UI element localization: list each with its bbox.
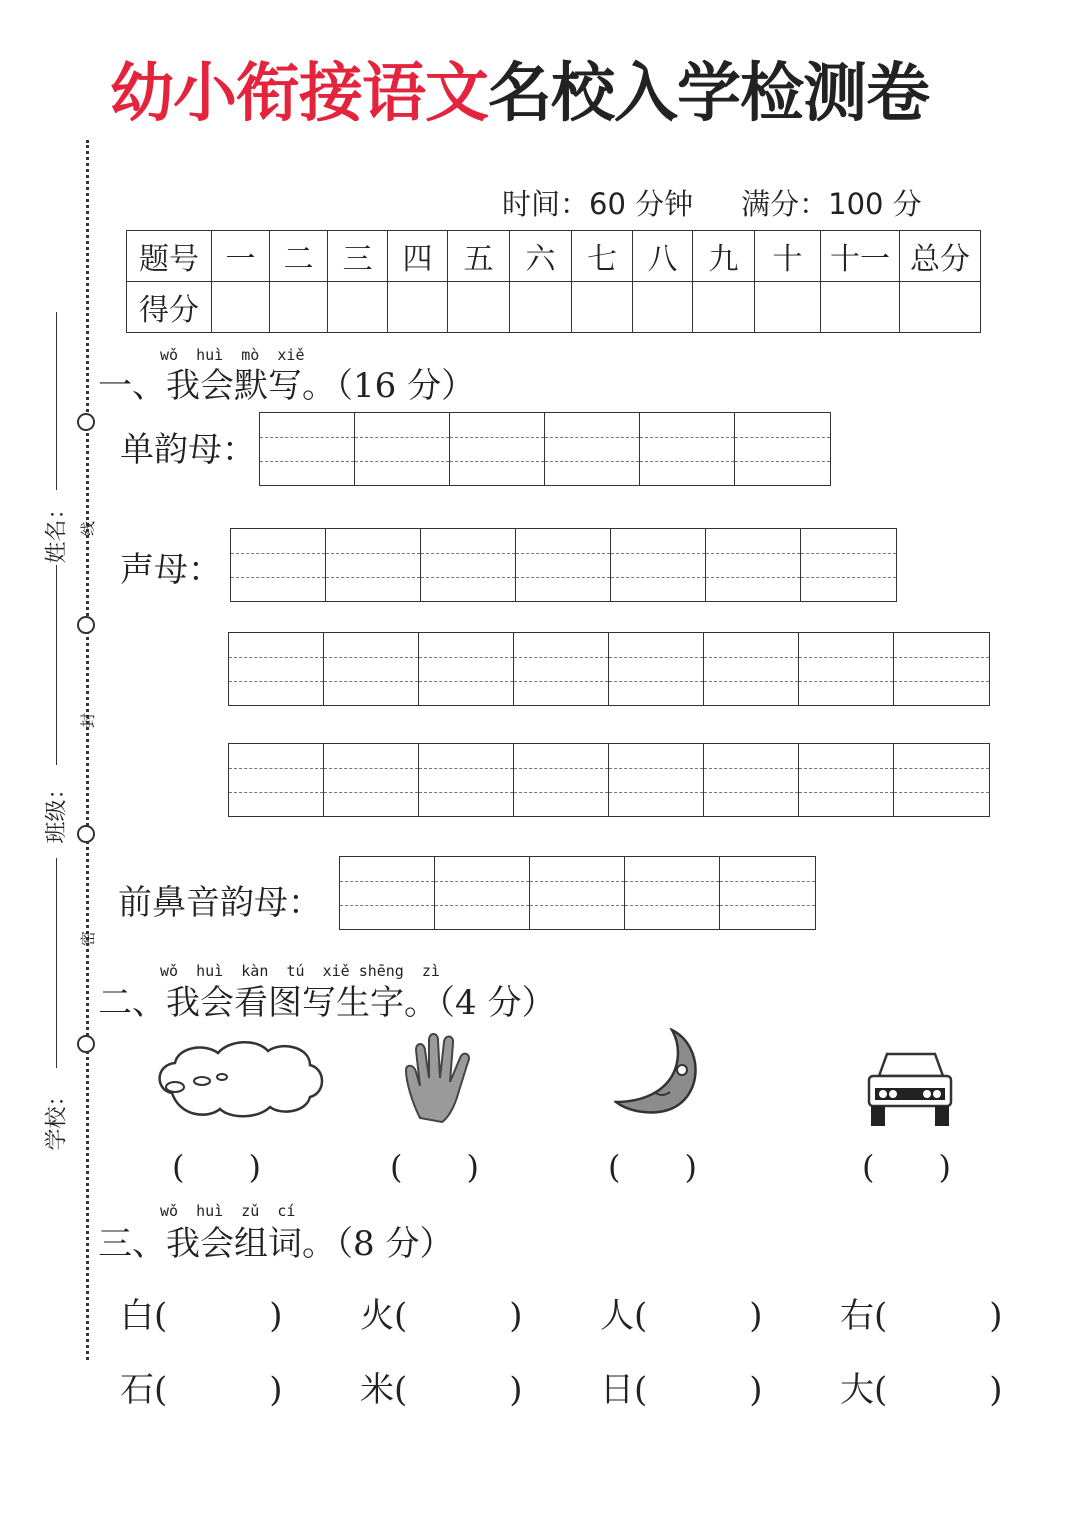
page-title bbox=[110, 42, 929, 134]
score-header: 题号 bbox=[127, 231, 212, 282]
moon-icon bbox=[614, 1028, 702, 1114]
row-label-front-nasal: 前鼻音韵母： bbox=[118, 883, 322, 923]
exam-meta bbox=[502, 182, 970, 223]
school-label: 学校： bbox=[44, 1084, 70, 1151]
row-label-initials: 声母： bbox=[120, 550, 222, 590]
title-black: 名校入学检测卷 bbox=[488, 57, 929, 131]
score-cell[interactable] bbox=[270, 282, 328, 333]
score-cell[interactable] bbox=[821, 282, 900, 333]
name-line bbox=[56, 312, 57, 490]
score-header-row bbox=[127, 231, 981, 282]
cloud-icon bbox=[150, 1035, 328, 1121]
binding-hole bbox=[77, 413, 95, 431]
word-item[interactable]: 右( ) bbox=[840, 1296, 1003, 1336]
pinyin: huì bbox=[196, 1202, 224, 1220]
score-header: 三 bbox=[328, 231, 388, 282]
score-cell[interactable] bbox=[448, 282, 510, 333]
score-cell[interactable] bbox=[328, 282, 388, 333]
score-header: 六 bbox=[510, 231, 572, 282]
binding-hole bbox=[77, 1035, 95, 1053]
word-item[interactable]: 大( ) bbox=[840, 1370, 1003, 1410]
score-cell[interactable] bbox=[510, 282, 572, 333]
writing-grid-initials-3[interactable] bbox=[228, 743, 990, 817]
score-row-label: 得分 bbox=[127, 282, 212, 333]
car-icon bbox=[865, 1048, 955, 1130]
section2-title: 二、我会看图写生字。（4 分） bbox=[98, 983, 556, 1023]
score-cell[interactable] bbox=[388, 282, 448, 333]
score-header: 二 bbox=[270, 231, 328, 282]
seal-char-line: 线 bbox=[79, 520, 98, 537]
score-cell[interactable] bbox=[755, 282, 821, 333]
score-header: 九 bbox=[693, 231, 755, 282]
score-input-row bbox=[127, 282, 981, 333]
pinyin: kàn bbox=[241, 962, 269, 980]
class-line bbox=[56, 565, 57, 765]
hand-icon bbox=[402, 1032, 486, 1124]
word-item[interactable]: 石( ) bbox=[120, 1370, 283, 1410]
pinyin: mò bbox=[241, 346, 260, 364]
pinyin: huì bbox=[196, 346, 224, 364]
name-label: 姓名： bbox=[44, 497, 70, 564]
pinyin: huì bbox=[196, 962, 224, 980]
pinyin: xiě bbox=[322, 962, 350, 980]
exam-full-score: 满分：100 分 bbox=[741, 187, 922, 221]
score-cell[interactable] bbox=[900, 282, 981, 333]
binding-dotted-line bbox=[86, 140, 89, 1360]
seal-char-secret: 密 bbox=[79, 930, 98, 947]
school-line bbox=[56, 858, 57, 1068]
score-cell[interactable] bbox=[572, 282, 633, 333]
pinyin: zì bbox=[421, 962, 440, 980]
title-red: 幼小衔接语文 bbox=[110, 57, 488, 131]
pinyin: xiě bbox=[277, 346, 305, 364]
pinyin: zǔ bbox=[241, 1202, 260, 1220]
writing-grid-front-nasal[interactable] bbox=[339, 856, 816, 930]
class-label: 班级： bbox=[44, 777, 70, 844]
seal-char-seal: 封 bbox=[79, 712, 98, 729]
writing-grid-initials-2[interactable] bbox=[228, 632, 990, 706]
score-header: 十 bbox=[755, 231, 821, 282]
word-item[interactable]: 日( ) bbox=[600, 1370, 763, 1410]
word-item[interactable]: 白( ) bbox=[120, 1296, 283, 1336]
answer-paren[interactable]: ( ) bbox=[862, 1148, 951, 1186]
answer-paren[interactable]: ( ) bbox=[172, 1148, 261, 1186]
exam-time: 时间：60 分钟 bbox=[502, 187, 694, 221]
section3-title: 三、我会组词。（8 分） bbox=[98, 1224, 454, 1264]
score-header: 总分 bbox=[900, 231, 981, 282]
section1-title: 一、我会默写。（16 分） bbox=[98, 366, 476, 406]
row-label-single-vowels: 单韵母： bbox=[120, 430, 256, 470]
score-header: 十一 bbox=[821, 231, 900, 282]
score-cell[interactable] bbox=[693, 282, 755, 333]
pinyin: shēng bbox=[358, 962, 404, 980]
score-cell[interactable] bbox=[633, 282, 693, 333]
score-header: 七 bbox=[572, 231, 633, 282]
writing-grid-initials[interactable] bbox=[230, 528, 897, 602]
pinyin: tú bbox=[286, 962, 305, 980]
pinyin: cí bbox=[277, 1202, 296, 1220]
pinyin: wǒ bbox=[160, 962, 179, 980]
score-table bbox=[126, 230, 981, 333]
answer-paren[interactable]: ( ) bbox=[608, 1148, 697, 1186]
pinyin: wǒ bbox=[160, 1202, 179, 1220]
score-header: 八 bbox=[633, 231, 693, 282]
score-header: 五 bbox=[448, 231, 510, 282]
score-header: 四 bbox=[388, 231, 448, 282]
writing-grid-single-vowels[interactable] bbox=[259, 412, 831, 486]
score-cell[interactable] bbox=[212, 282, 270, 333]
binding-hole bbox=[77, 825, 95, 843]
pinyin: wǒ bbox=[160, 346, 179, 364]
binding-hole bbox=[77, 616, 95, 634]
answer-paren[interactable]: ( ) bbox=[390, 1148, 479, 1186]
word-item[interactable]: 火( ) bbox=[360, 1296, 523, 1336]
word-item[interactable]: 米( ) bbox=[360, 1370, 523, 1410]
word-item[interactable]: 人( ) bbox=[600, 1296, 763, 1336]
score-header: 一 bbox=[212, 231, 270, 282]
